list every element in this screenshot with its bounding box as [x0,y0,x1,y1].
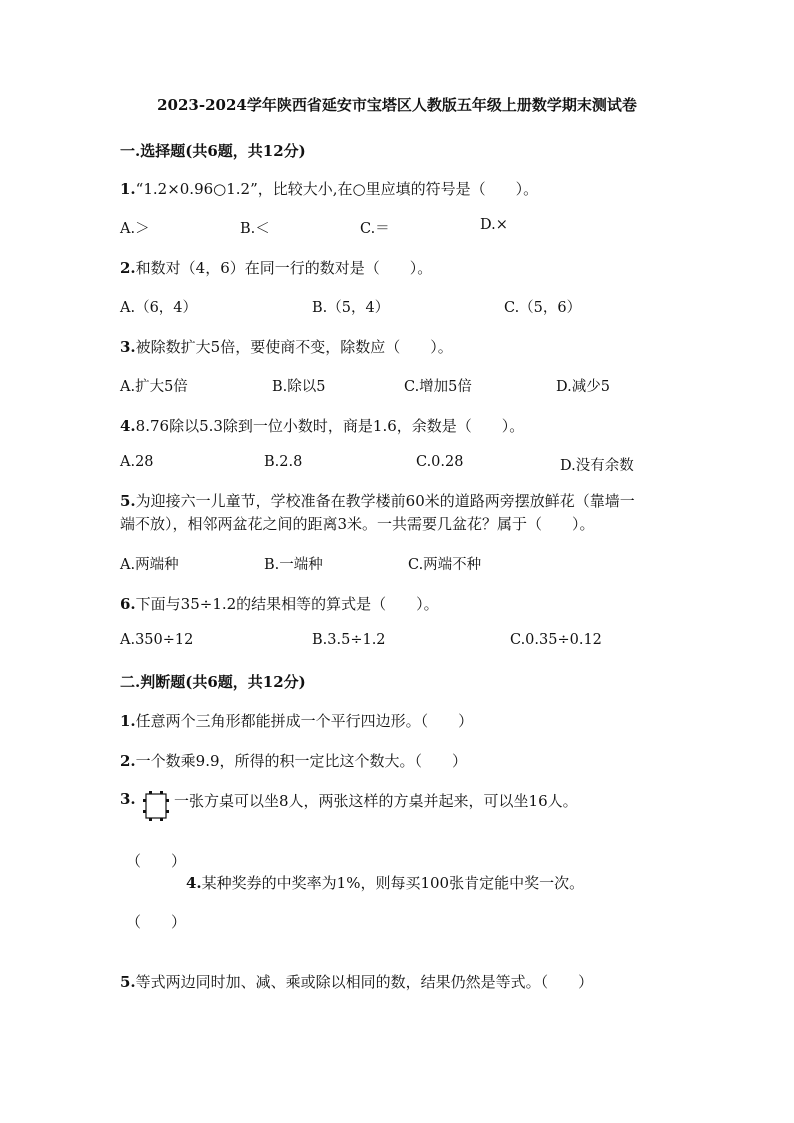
option-c: C.＝ [360,221,390,237]
page-title: 2023-2024学年陕西省延安市宝塔区人教版五年级上册数学期末测试卷 [157,96,637,114]
option-c: C.0.28 [416,454,464,470]
question-text: 下面与35÷1.2的结果相等的算式是（ ）。 [135,595,439,613]
question-4 [120,415,524,436]
square-table-icon [140,788,172,824]
question-text: “1.2×0.96○1.2”，比较大小,在○里应填的符号是（ ）。 [135,180,539,198]
question-number: 1. [120,180,136,198]
question-number: 6. [120,595,136,613]
question-5 [120,490,635,511]
option-a: A.两端种 [120,557,179,573]
judgment-question-5 [120,971,593,992]
question-number: 2. [120,752,136,770]
judgment-question-3-text: 一张方桌可以坐8人，两张这样的方桌并起来，可以坐16人。 [174,792,578,810]
question-number: 3. [120,338,136,356]
question-text: 某种奖券的中奖率为1%，则每买100张肯定能中奖一次。 [201,874,585,892]
option-b: B.（5，4） [312,300,390,316]
option-d: D.没有余数 [560,458,634,474]
section-heading-judgment: 二.判断题(共6题，共12分) [120,673,306,691]
question-number: 5. [120,973,136,991]
question-3 [120,336,453,357]
question-number: 2. [120,259,136,277]
option-b: B.3.5÷1.2 [312,632,386,648]
option-a: A.28 [120,454,154,470]
question-number: 4. [120,417,136,435]
question-text: 等式两边同时加、减、乘或除以相同的数，结果仍然是等式。（ ） [135,973,594,991]
question-2 [120,257,432,278]
option-c: C.0.35÷0.12 [510,632,602,648]
option-c: C.增加5倍 [404,379,472,395]
option-c: C.（5，6） [504,300,582,316]
judgment-question-3-number: 3. [120,790,136,808]
question-number: 5. [120,492,136,510]
option-b: B.一端种 [264,557,323,573]
option-a: A.＞ [120,221,150,237]
answer-blank: （ ） [126,913,187,931]
option-b: B.＜ [240,221,270,237]
option-d: D.× [480,217,508,233]
question-text: 任意两个三角形都能拼成一个平行四边形。（ ） [135,712,474,730]
judgment-question-2 [120,750,467,771]
option-b: B.除以5 [272,379,326,395]
option-d: D.减少5 [556,379,610,395]
option-c: C.两端不种 [408,557,482,573]
question-text: 8.76除以5.3除到一位小数时，商是1.6，余数是（ ）。 [135,417,525,435]
judgment-question-4 [186,872,584,893]
judgment-question-1 [120,710,473,731]
question-1 [120,178,538,199]
option-a: A.（6，4） [120,300,198,316]
question-text: 为迎接六一儿童节，学校准备在教学楼前60米的道路两旁摆放鲜花（靠墙一 [135,492,635,510]
section-heading-choice: 一.选择题(共6题，共12分) [120,142,306,160]
question-5-continued: 端不放），相邻两盆花之间的距离3米。一共需要几盆花？属于（ ）。 [120,515,595,533]
option-b: B.2.8 [264,454,303,470]
question-text: 和数对（4，6）在同一行的数对是（ ）。 [135,259,433,277]
option-a: A.350÷12 [120,632,194,648]
question-number: 4. [186,874,202,892]
question-6 [120,593,439,614]
question-text: 被除数扩大5倍，要使商不变，除数应（ ）。 [135,338,453,356]
question-number: 1. [120,712,136,730]
question-text: 一个数乘9.9，所得的积一定比这个数大。（ ） [135,752,468,770]
option-a: A.扩大5倍 [120,379,188,395]
answer-blank: （ ） [126,852,187,870]
